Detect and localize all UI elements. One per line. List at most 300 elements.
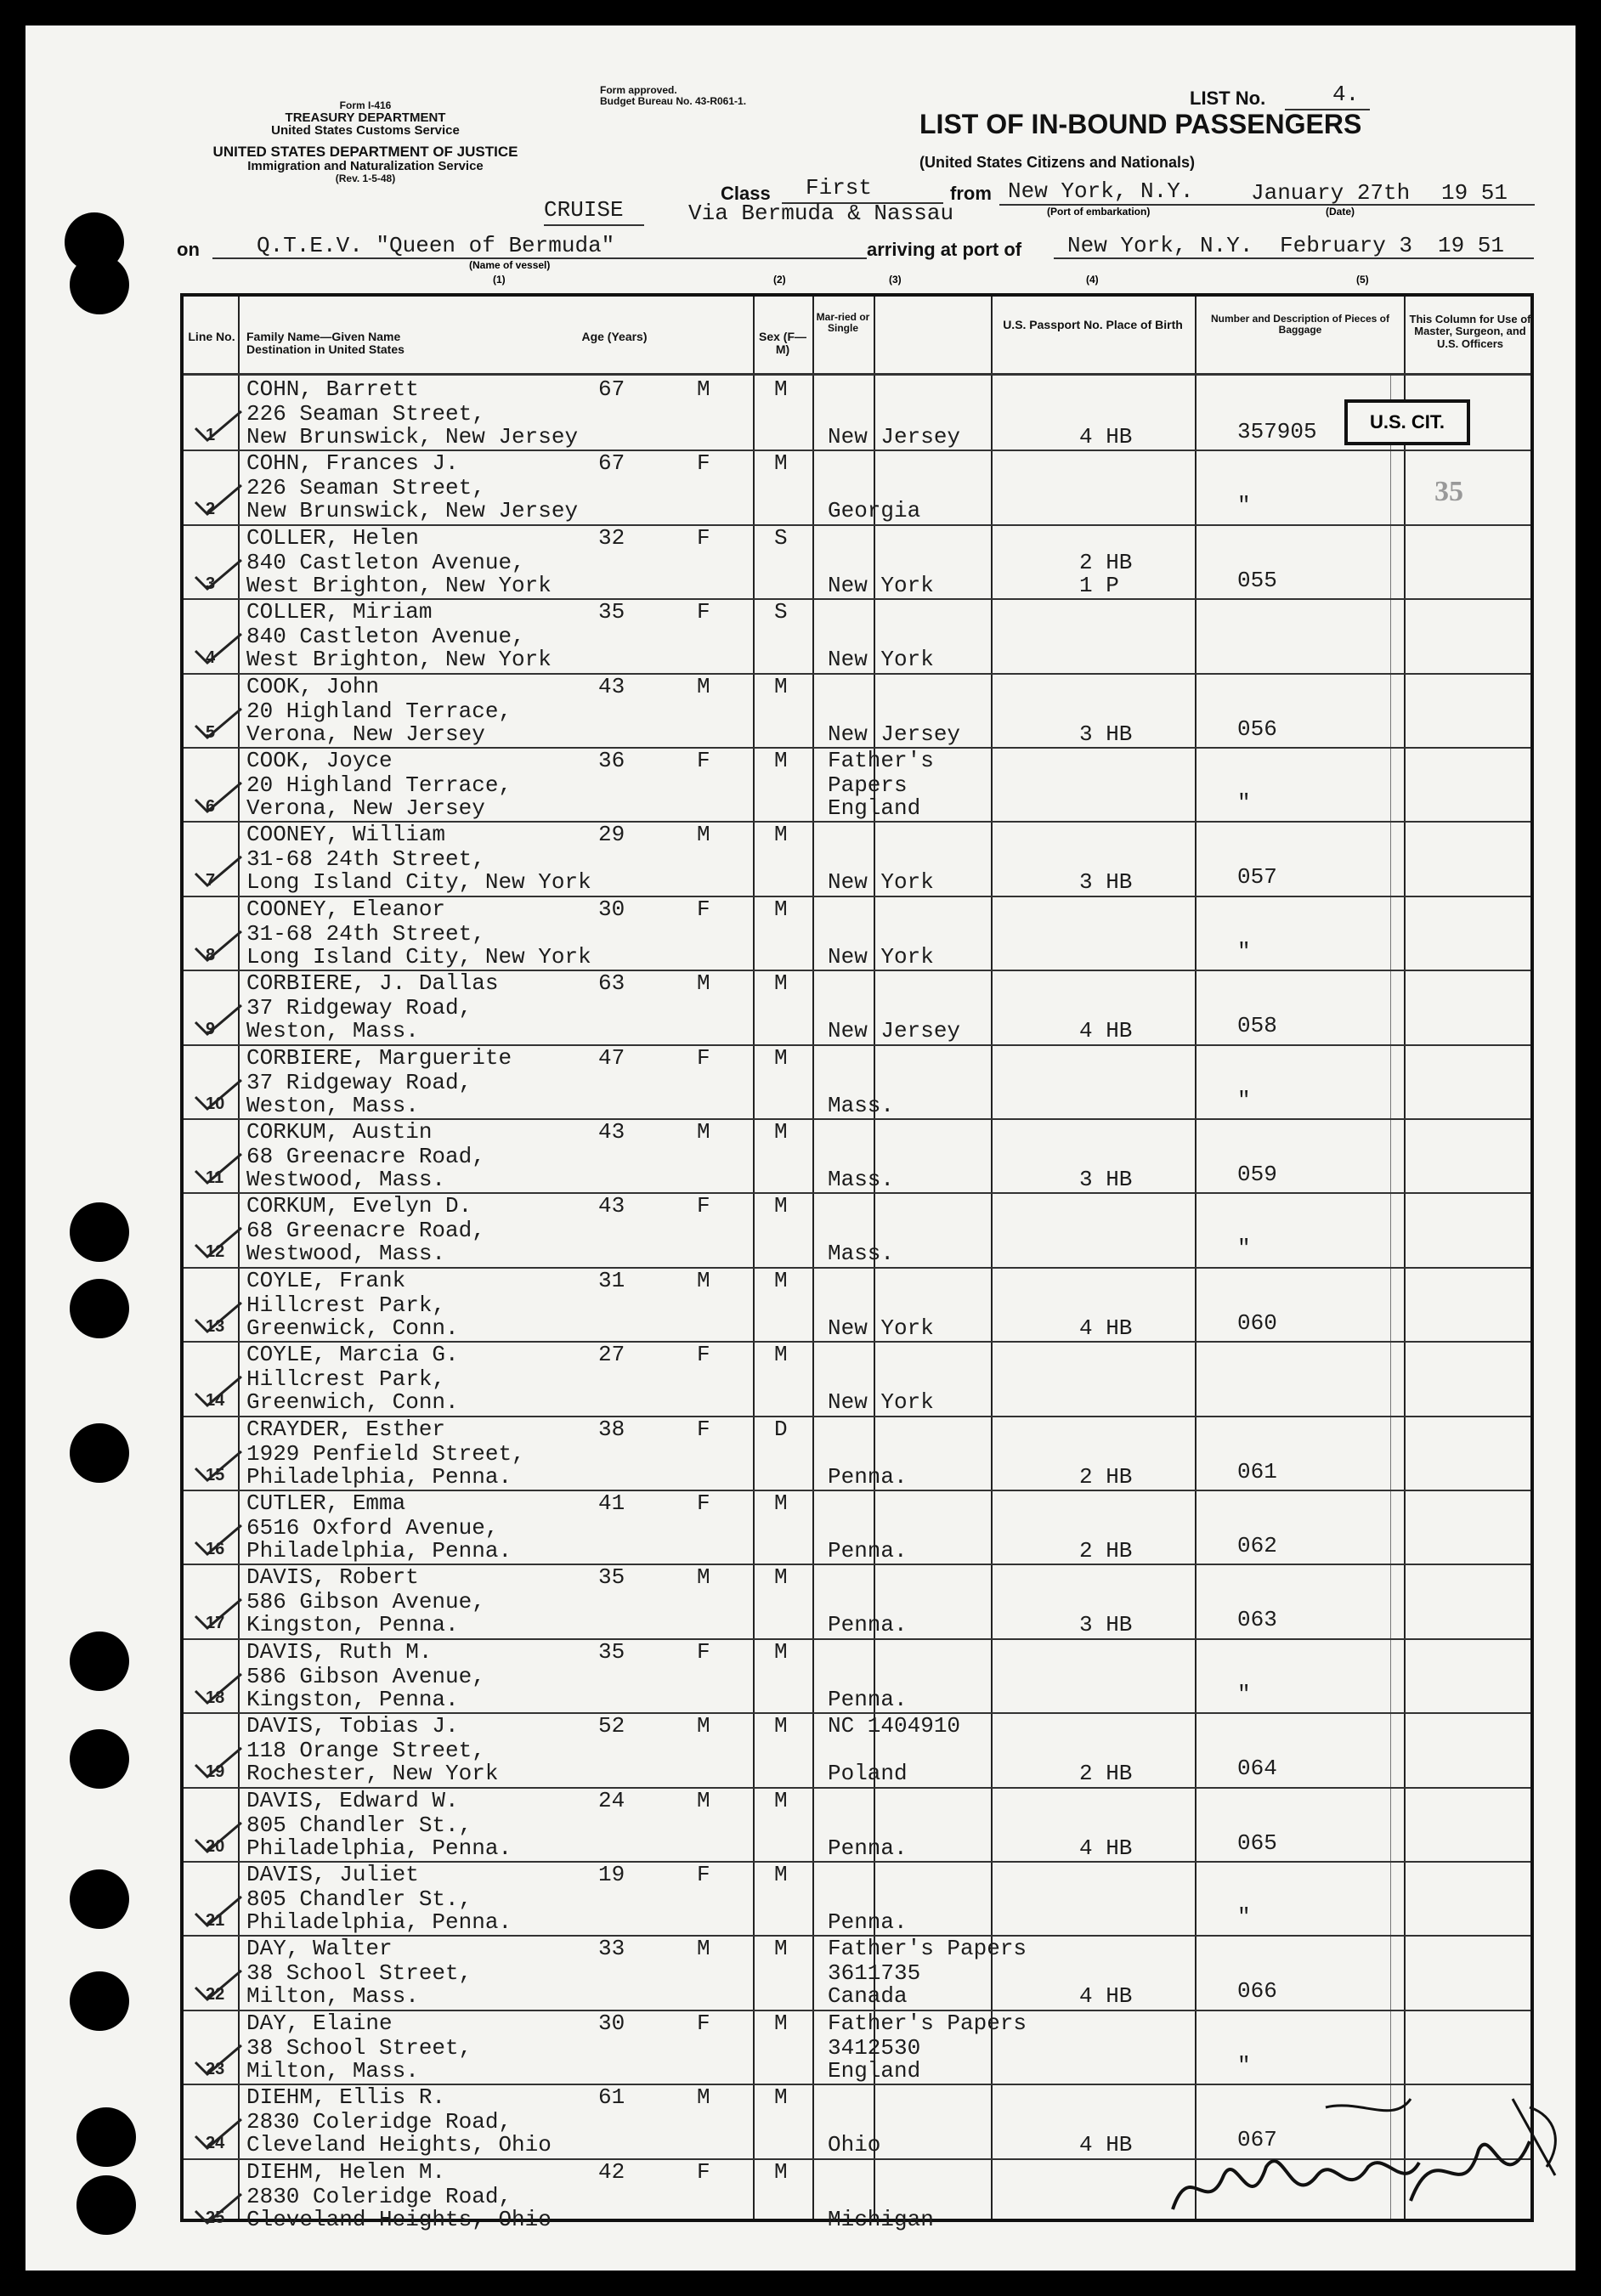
marital-status: M — [774, 1862, 788, 1887]
officer-number: 056 — [1237, 715, 1277, 742]
baggage-line-2: 4 HB — [1079, 1835, 1133, 1861]
sex: F — [697, 1416, 710, 1442]
checkmark-icon — [192, 2192, 245, 2226]
passenger-table — [180, 293, 1534, 2232]
baggage-line-2: 4 HB — [1079, 2132, 1133, 2158]
punch-hole — [76, 2175, 136, 2235]
checkmark-icon — [192, 2118, 245, 2152]
officer-number: " — [1237, 1904, 1251, 1930]
line-number: 9 — [206, 1020, 216, 1039]
line-number: 8 — [206, 945, 216, 964]
place-of-birth: Canada — [828, 1983, 908, 2010]
passenger-name: COLLER, Miriam — [246, 599, 433, 625]
table-row — [184, 1861, 1530, 1935]
passport-line-1: Father's Papers — [828, 2010, 1027, 2036]
revision-label: (Rev. 1-5-48) — [335, 172, 396, 184]
marital-status: M — [774, 822, 788, 848]
line-number: 6 — [206, 797, 216, 816]
age: 41 — [598, 1490, 625, 1516]
address-street: Hillcrest Park, — [246, 1366, 446, 1393]
address-city: New Brunswick, New Jersey — [246, 498, 579, 524]
address-city: Greenwick, Conn. — [246, 1315, 459, 1341]
passenger-name: CORBIERE, J. Dallas — [246, 970, 499, 997]
arrival-date: February 3 — [1280, 233, 1413, 258]
checkmark-icon — [192, 410, 245, 444]
address-street: 37 Ridgeway Road, — [246, 995, 472, 1021]
address-city: Long Island City, New York — [246, 943, 591, 970]
address-street: 6516 Oxford Avenue, — [246, 1515, 499, 1541]
line-number: 5 — [206, 722, 216, 742]
address-city: New Brunswick, New Jersey — [246, 424, 579, 450]
sex: M — [697, 822, 710, 848]
sex: F — [697, 896, 710, 922]
address-city: Long Island City, New York — [246, 869, 591, 896]
checkmark-icon — [192, 1450, 245, 1484]
port-caption: (Port of embarkation) — [1047, 206, 1151, 218]
officer-number: " — [1237, 1681, 1251, 1707]
address-city: Verona, New Jersey — [246, 721, 485, 747]
age: 29 — [598, 822, 625, 848]
place-of-birth: England — [828, 2057, 921, 2084]
punch-hole — [76, 2107, 136, 2167]
passenger-name: COLLER, Helen — [246, 524, 419, 551]
table-row — [184, 1416, 1530, 1490]
form-number: Form I-416 — [339, 99, 392, 111]
marital-status: M — [774, 896, 788, 922]
officer-number: " — [1237, 1087, 1251, 1113]
age: 30 — [598, 2010, 625, 2036]
col-header-married: Mar-ried or Single — [816, 311, 870, 335]
baggage-line-2: 3 HB — [1079, 869, 1133, 896]
sex: M — [697, 1119, 710, 1145]
age: 27 — [598, 1342, 625, 1368]
sex: M — [697, 1713, 710, 1739]
checkmark-icon — [192, 855, 245, 889]
marital-status: M — [774, 450, 788, 477]
officer-number: " — [1237, 790, 1251, 816]
marital-status: M — [774, 1564, 788, 1591]
line-number: 15 — [206, 1465, 225, 1484]
checkmark-icon — [192, 1821, 245, 1855]
list-number: 4. — [1332, 82, 1360, 107]
officer-number: 357905 — [1237, 419, 1317, 444]
address-city: Greenwich, Conn. — [246, 1389, 459, 1416]
line-number: 16 — [206, 1540, 225, 1558]
arriving-label: arriving at port of — [867, 239, 1022, 260]
baggage-line-1: 2 HB — [1079, 549, 1133, 575]
col-header-sex: Sex (F—M) — [758, 330, 806, 357]
age: 35 — [598, 1638, 625, 1665]
passenger-name: CORKUM, Evelyn D. — [246, 1193, 472, 1219]
address-city: Cleveland Heights, Ohio — [246, 2206, 552, 2232]
class-value: First — [806, 175, 873, 201]
place-of-birth: New York — [828, 869, 934, 896]
sex: M — [697, 1564, 710, 1591]
officer-number: 064 — [1237, 1756, 1277, 1782]
passenger-name: CORKUM, Austin — [246, 1119, 433, 1145]
line-number: 2 — [206, 500, 216, 519]
checkmark-icon — [192, 1226, 245, 1260]
passenger-name: DIEHM, Ellis R. — [246, 2084, 446, 2111]
col-header-officers: This Column for Use of Master, Surgeon, and U.S. Officers — [1409, 313, 1531, 350]
punch-hole — [70, 1423, 129, 1483]
embarkation-port: New York, N.Y. — [1008, 178, 1194, 204]
col-number-4: (4) — [1086, 274, 1099, 286]
passport-line-2: 3611735 — [828, 1960, 921, 1987]
passenger-name: DAVIS, Ruth M. — [246, 1638, 433, 1665]
vessel-caption: (Name of vessel) — [469, 259, 551, 271]
place-of-birth: England — [828, 795, 921, 821]
line-number: 4 — [206, 648, 216, 668]
address-street: Hillcrest Park, — [246, 1292, 446, 1318]
line-number: 19 — [206, 1762, 225, 1782]
from-label: from — [950, 183, 992, 204]
col-header-name: Family Name—Given Name Destination in United States — [246, 330, 404, 357]
marital-status: S — [774, 599, 788, 625]
checkmark-icon — [192, 1301, 245, 1335]
treasury-label: TREASURY DEPARTMENT — [285, 110, 446, 125]
age: 24 — [598, 1787, 625, 1813]
officer-number: 057 — [1237, 864, 1277, 891]
punch-hole — [70, 1729, 129, 1789]
checkmark-icon — [192, 1746, 245, 1780]
inspector-signature — [1156, 2073, 1581, 2243]
address-street: 840 Castleton Avenue, — [246, 624, 525, 650]
age: 31 — [598, 1267, 625, 1293]
line-number: 21 — [206, 1911, 225, 1930]
list-number-label: LIST No. — [1190, 88, 1266, 109]
address-street: 586 Gibson Avenue, — [246, 1589, 485, 1615]
age: 52 — [598, 1713, 625, 1739]
sex: M — [697, 2084, 710, 2111]
place-of-birth: Penna. — [828, 1686, 908, 1712]
address-city: West Brighton, New York — [246, 647, 552, 673]
passenger-name: COYLE, Frank — [246, 1267, 406, 1293]
address-city: Verona, New Jersey — [246, 795, 485, 821]
marital-status: M — [774, 970, 788, 997]
table-row — [184, 970, 1530, 1043]
place-of-birth: New Jersey — [828, 424, 961, 450]
age: 43 — [598, 1119, 625, 1145]
age: 19 — [598, 1862, 625, 1887]
table-row — [184, 1118, 1530, 1192]
age: 47 — [598, 1044, 625, 1071]
officer-number: 060 — [1237, 1309, 1277, 1336]
table-row — [184, 1564, 1530, 1637]
marital-status: M — [774, 2158, 788, 2185]
budget-bureau: Budget Bureau No. 43-R061-1. — [600, 94, 747, 107]
class-label: Class — [721, 183, 771, 204]
table-row — [184, 450, 1530, 523]
punch-hole — [70, 1202, 129, 1262]
address-city: Milton, Mass. — [246, 2057, 419, 2084]
age: 67 — [598, 376, 625, 402]
sex: F — [697, 450, 710, 477]
address-street: 20 Highland Terrace, — [246, 772, 512, 798]
officer-number: " — [1237, 493, 1251, 519]
officer-number: 062 — [1237, 1533, 1277, 1558]
address-city: Cleveland Heights, Ohio — [246, 2132, 552, 2158]
punch-hole — [70, 1632, 129, 1691]
table-row — [184, 376, 1530, 450]
table-row — [184, 821, 1530, 895]
address-street: 226 Seaman Street, — [246, 475, 485, 501]
age: 35 — [598, 599, 625, 625]
marital-status: M — [774, 673, 788, 699]
embarkation-date: January 27th — [1251, 180, 1411, 206]
passenger-name: DAVIS, Juliet — [246, 1862, 419, 1887]
address-street: 68 Greenacre Road, — [246, 1144, 485, 1169]
table-row — [184, 1341, 1530, 1415]
passenger-name: DIEHM, Helen M. — [246, 2158, 446, 2185]
place-of-birth: Penna. — [828, 1612, 908, 1638]
sex: M — [697, 970, 710, 997]
marital-status: M — [774, 1787, 788, 1813]
sex: F — [697, 748, 710, 773]
sex: F — [697, 1638, 710, 1665]
checkmark-icon — [192, 1672, 245, 1706]
baggage-line-2: 4 HB — [1079, 1018, 1133, 1044]
address-street: 31-68 24th Street, — [246, 920, 485, 947]
age: 38 — [598, 1416, 625, 1442]
sex: F — [697, 2158, 710, 2185]
address-street: 2830 Coleridge Road, — [246, 2109, 512, 2135]
table-row — [184, 1638, 1530, 1712]
address-city: Kingston, Penna. — [246, 1686, 459, 1712]
place-of-birth: New York — [828, 572, 934, 598]
address-street: 805 Chandler St., — [246, 1886, 472, 1912]
address-city: Philadelphia, Penna. — [246, 1835, 512, 1861]
budget-block — [600, 85, 746, 106]
baggage-line-2: 4 HB — [1079, 1983, 1133, 2010]
checkmark-icon — [192, 1969, 245, 2003]
passenger-name: COOK, John — [246, 673, 380, 699]
age: 43 — [598, 673, 625, 699]
checkmark-icon — [192, 781, 245, 815]
passport-line-2: Papers — [828, 772, 908, 798]
marital-status: M — [774, 748, 788, 773]
col-header-line: Line No. — [188, 330, 235, 343]
table-row — [184, 1490, 1530, 1564]
checkmark-icon — [192, 1004, 245, 1038]
checkmark-icon — [192, 558, 245, 592]
baggage-line-2: 4 HB — [1079, 1315, 1133, 1341]
checkmark-icon — [192, 1524, 245, 1558]
line-number: 24 — [206, 2134, 225, 2153]
col-number-3: (3) — [889, 274, 902, 286]
officer-number: 066 — [1237, 1978, 1277, 2005]
address-street: 68 Greenacre Road, — [246, 1218, 485, 1244]
place-of-birth: New York — [828, 1389, 934, 1416]
line-number: 3 — [206, 574, 216, 593]
passenger-name: CUTLER, Emma — [246, 1490, 406, 1516]
col-header-baggage: Number and Description of Pieces of Baggage — [1210, 313, 1390, 336]
marital-status: S — [774, 524, 788, 551]
page-mark: 35 — [1434, 476, 1463, 507]
col-number-2: (2) — [773, 274, 786, 286]
col-header-passport: U.S. Passport No. Place of Birth — [1003, 318, 1183, 331]
passenger-name: DAY, Walter — [246, 1936, 393, 1962]
checkmark-icon — [192, 930, 245, 964]
address-city: Westwood, Mass. — [246, 1167, 446, 1192]
address-street: 805 Chandler St., — [246, 1812, 472, 1838]
marital-status: M — [774, 1267, 788, 1293]
passenger-name: COOK, Joyce — [246, 748, 393, 773]
officer-number: 063 — [1237, 1607, 1277, 1633]
age: 42 — [598, 2158, 625, 2185]
address-street: 31-68 24th Street, — [246, 846, 485, 873]
checkmark-icon — [192, 1375, 245, 1409]
marital-status: M — [774, 1713, 788, 1739]
baggage-line-2: 3 HB — [1079, 1167, 1133, 1192]
passenger-name: DAVIS, Edward W. — [246, 1787, 459, 1813]
line-number: 10 — [206, 1094, 225, 1113]
col-number-1: (1) — [493, 274, 506, 286]
address-city: West Brighton, New York — [246, 572, 552, 598]
baggage-line-2: 2 HB — [1079, 1761, 1133, 1787]
sex: M — [697, 1787, 710, 1813]
checkmark-icon — [192, 1598, 245, 1632]
line-number: 18 — [206, 1688, 225, 1707]
place-of-birth: New York — [828, 1315, 934, 1341]
place-of-birth: Mass. — [828, 1241, 895, 1267]
passenger-name: COYLE, Marcia G. — [246, 1342, 459, 1368]
line-number: 11 — [206, 1168, 224, 1187]
sex: F — [697, 1193, 710, 1219]
age: 32 — [598, 524, 625, 551]
passport-line-1: NC 1404910 — [828, 1713, 961, 1739]
marital-status: M — [774, 1044, 788, 1071]
place-of-birth: Penna. — [828, 1463, 908, 1490]
marital-status: M — [774, 1936, 788, 1962]
passport-line-2: 3412530 — [828, 2034, 921, 2061]
age: 61 — [598, 2084, 625, 2111]
checkmark-icon — [192, 484, 245, 517]
marital-status: M — [774, 2084, 788, 2111]
address-city: Philadelphia, Penna. — [246, 1538, 512, 1564]
baggage-line-2: 2 HB — [1079, 1538, 1133, 1564]
arrival-line — [1054, 257, 1534, 259]
place-of-birth: Poland — [828, 1761, 908, 1787]
officer-number: 059 — [1237, 1162, 1277, 1187]
baggage-line-2: 4 HB — [1079, 424, 1133, 450]
age: 43 — [598, 1193, 625, 1219]
sex: M — [697, 1936, 710, 1962]
checkmark-icon — [192, 1895, 245, 1929]
address-street: 37 Ridgeway Road, — [246, 1069, 472, 1095]
address-city: Westwood, Mass. — [246, 1241, 446, 1267]
marital-status: M — [774, 2010, 788, 2036]
officer-number: " — [1237, 938, 1251, 964]
arrival-port: New York, N.Y. — [1067, 233, 1253, 258]
address-city: Weston, Mass. — [246, 1018, 419, 1044]
address-street: 2830 Coleridge Road, — [246, 2183, 512, 2209]
place-of-birth: Mass. — [828, 1167, 895, 1192]
checkmark-icon — [192, 1078, 245, 1112]
line-number: 12 — [206, 1242, 225, 1262]
baggage-line-2: 3 HB — [1079, 721, 1133, 747]
address-street: 38 School Street, — [246, 2034, 472, 2061]
address-city: Philadelphia, Penna. — [246, 1909, 512, 1935]
punch-hole — [70, 255, 129, 314]
punch-hole — [70, 1279, 129, 1338]
checkmark-icon — [192, 2044, 245, 2078]
marital-status: M — [774, 376, 788, 402]
cruise-underline — [544, 224, 644, 226]
line-number: 14 — [206, 1391, 225, 1411]
marital-status: M — [774, 1193, 788, 1219]
officer-number: 055 — [1237, 567, 1277, 593]
line-number: 1 — [206, 426, 216, 444]
address-street: 586 Gibson Avenue, — [246, 1663, 485, 1689]
line-number: 23 — [206, 2059, 225, 2078]
age: 33 — [598, 1936, 625, 1962]
age: 35 — [598, 1564, 625, 1591]
line-number: 7 — [206, 871, 216, 891]
place-of-birth: Penna. — [828, 1835, 908, 1861]
officer-number: " — [1237, 1236, 1251, 1262]
address-city: Rochester, New York — [246, 1761, 499, 1787]
place-of-birth: Ohio — [828, 2132, 881, 2158]
age: 36 — [598, 748, 625, 773]
cruise-label: CRUISE — [544, 197, 624, 223]
address-city: Milton, Mass. — [246, 1983, 419, 2010]
place-of-birth: New York — [828, 943, 934, 970]
page-subtitle: (United States Citizens and Nationals) — [919, 154, 1196, 171]
table-row — [184, 1712, 1530, 1786]
passenger-name: COHN, Barrett — [246, 376, 419, 402]
us-citizen-stamp: U.S. CIT. — [1344, 399, 1470, 445]
officer-number: 058 — [1237, 1013, 1277, 1039]
sex: M — [697, 673, 710, 699]
line-number: 20 — [206, 1836, 225, 1856]
place-of-birth: New York — [828, 647, 934, 673]
place-of-birth: New Jersey — [828, 721, 961, 747]
passenger-name: CORBIERE, Marguerite — [246, 1044, 512, 1071]
passenger-name: DAY, Elaine — [246, 2010, 393, 2036]
baggage-line-2: 2 HB — [1079, 1463, 1133, 1490]
address-street: 226 Seaman Street, — [246, 401, 485, 427]
punch-hole — [70, 1869, 129, 1929]
vessel-name: Q.T.E.V. "Queen of Bermuda" — [257, 233, 615, 258]
customs-label: United States Customs Service — [271, 123, 460, 139]
line-number: 17 — [206, 1614, 225, 1633]
passenger-name: COONEY, William — [246, 822, 446, 848]
sex: F — [697, 1490, 710, 1516]
age: 63 — [598, 970, 625, 997]
place-of-birth: Mass. — [828, 1092, 895, 1118]
table-row — [184, 524, 1530, 598]
place-of-birth: Michigan — [828, 2206, 934, 2232]
table-row — [184, 1044, 1530, 1118]
table-row — [184, 1787, 1530, 1861]
passport-line-1: Father's — [828, 748, 934, 773]
passenger-name: COONEY, Eleanor — [246, 896, 446, 922]
arrival-year: 19 51 — [1438, 233, 1505, 258]
passenger-name: DAVIS, Tobias J. — [246, 1713, 459, 1739]
table-row — [184, 896, 1530, 970]
sex: M — [697, 1267, 710, 1293]
address-street: 38 School Street, — [246, 1960, 472, 1987]
col-number-5: (5) — [1356, 274, 1369, 286]
baggage-line-2: 3 HB — [1079, 1612, 1133, 1638]
sex: F — [697, 1044, 710, 1071]
age: 67 — [598, 450, 625, 477]
marital-status: M — [774, 1638, 788, 1665]
line-number: 22 — [206, 1985, 225, 2005]
page-title: LIST OF IN-BOUND PASSENGERS — [919, 109, 1362, 139]
immigration-label: Immigration and Naturalization Service — [247, 158, 484, 173]
